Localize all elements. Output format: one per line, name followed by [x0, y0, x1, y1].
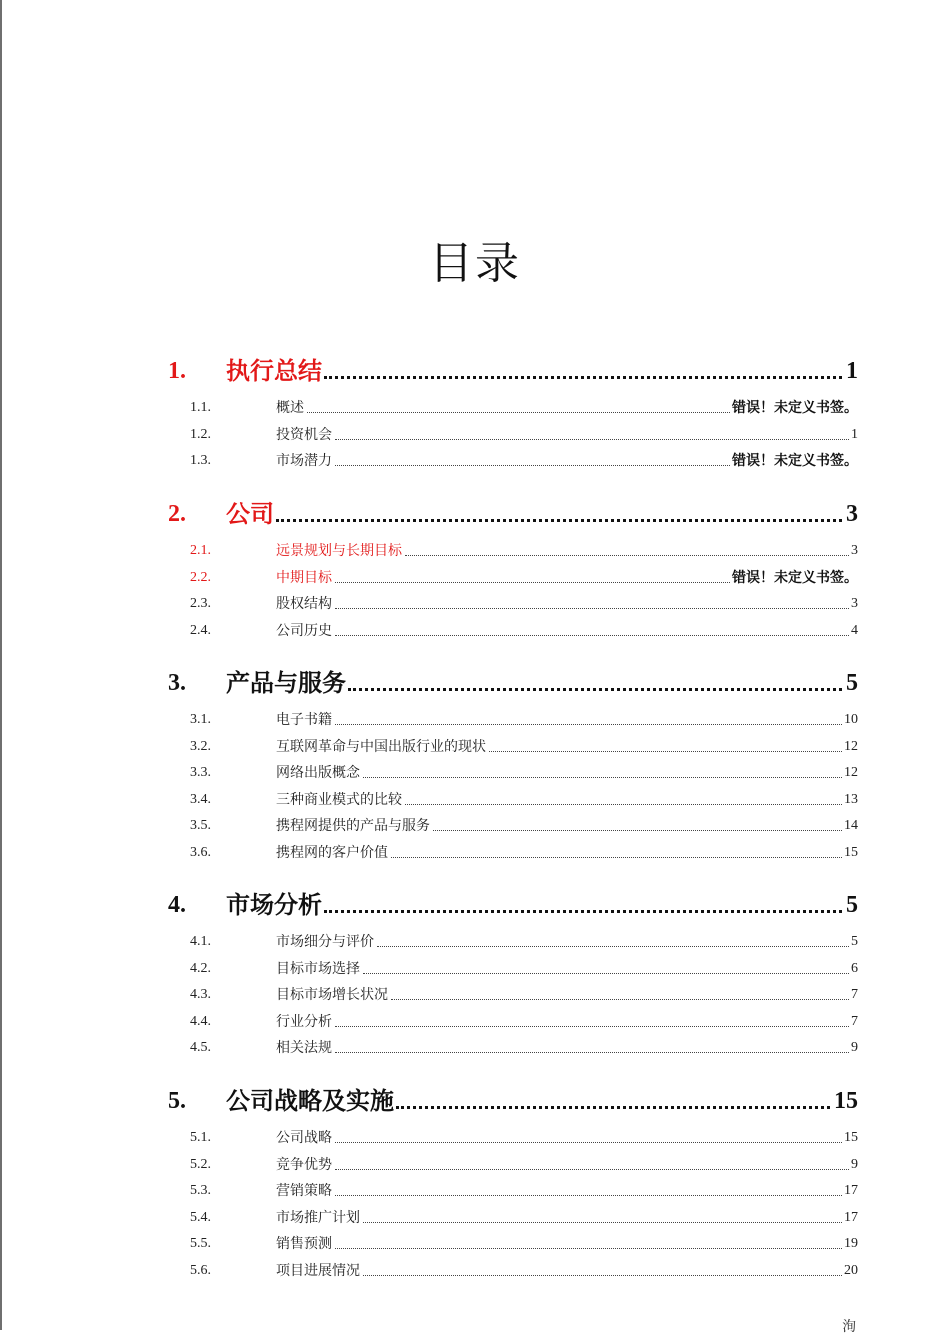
section-number: 2.	[168, 501, 186, 527]
toc-subsection-entry[interactable]	[190, 1010, 858, 1032]
dot-leader	[335, 1142, 842, 1143]
subsection-title: 股权结构	[276, 596, 332, 612]
dot-leader	[335, 1026, 849, 1027]
subsection-title: 竞争优势	[276, 1157, 332, 1173]
toc-subsection-entry[interactable]	[190, 1232, 858, 1254]
toc-subsection-entry[interactable]	[190, 1259, 858, 1281]
section-page-number: 1	[846, 358, 858, 384]
dot-leader	[335, 582, 730, 583]
dot-leader	[276, 519, 842, 522]
dot-leader	[391, 999, 849, 1000]
toc-subsection-entry[interactable]	[190, 957, 858, 979]
dot-leader	[335, 1248, 842, 1249]
dot-leader	[433, 830, 842, 831]
toc-subsection-entry[interactable]	[190, 788, 858, 810]
subsection-title: 市场细分与评价	[276, 934, 374, 950]
subsection-page-number: 3	[851, 596, 858, 611]
subsection-number: 5.4.	[190, 1210, 211, 1225]
bookmark-error-text: 错误！未定义书签。	[732, 453, 858, 469]
subsection-number: 4.1.	[190, 934, 211, 949]
subsection-title: 概述	[276, 400, 304, 416]
section-number: 1.	[168, 358, 186, 384]
toc-section-entry[interactable]	[168, 884, 858, 922]
subsection-title: 营销策略	[276, 1183, 332, 1199]
subsection-title: 互联网革命与中国出版行业的现状	[276, 739, 486, 755]
toc-section-entry[interactable]	[168, 662, 858, 700]
dot-leader	[307, 412, 730, 413]
subsection-number: 5.1.	[190, 1130, 211, 1145]
subsection-page-number: 13	[844, 792, 858, 807]
subsection-page-number: 19	[844, 1236, 858, 1251]
subsection-title: 投资机会	[276, 427, 332, 443]
subsection-title: 携程网提供的产品与服务	[276, 818, 430, 834]
subsection-number: 3.5.	[190, 818, 211, 833]
toc-subsection-entry[interactable]	[190, 735, 858, 757]
toc-title: 目录	[429, 238, 521, 289]
toc-subsection-entry[interactable]	[190, 1206, 858, 1228]
dot-leader	[489, 751, 842, 752]
toc-subsection-entry[interactable]	[190, 983, 858, 1005]
subsection-number: 1.1.	[190, 400, 211, 415]
subsection-title: 远景规划与长期目标	[276, 543, 402, 559]
subsection-page-number: 17	[844, 1183, 858, 1198]
section-title: 公司	[226, 500, 274, 528]
section-number: 4.	[168, 892, 186, 918]
subsection-number: 5.2.	[190, 1157, 211, 1172]
subsection-number: 3.4.	[190, 792, 211, 807]
dot-leader	[377, 946, 849, 947]
subsection-title: 行业分析	[276, 1014, 332, 1030]
bookmark-error-text: 错误！未定义书签。	[732, 570, 858, 586]
subsection-number: 5.6.	[190, 1263, 211, 1278]
subsection-number: 1.2.	[190, 427, 211, 442]
dot-leader	[363, 1222, 842, 1223]
toc-subsection-entry[interactable]	[190, 566, 858, 588]
subsection-title: 销售预测	[276, 1236, 332, 1252]
subsection-number: 2.3.	[190, 596, 211, 611]
toc-section-entry[interactable]	[168, 1080, 858, 1118]
dot-leader	[405, 804, 842, 805]
subsection-title: 三种商业模式的比较	[276, 792, 402, 808]
toc-subsection-entry[interactable]	[190, 1126, 858, 1148]
subsection-number: 4.5.	[190, 1040, 211, 1055]
dot-leader	[335, 608, 849, 609]
toc-section-entry[interactable]	[168, 493, 858, 531]
subsection-title: 项目进展情况	[276, 1263, 360, 1279]
subsection-number: 1.3.	[190, 453, 211, 468]
subsection-page-number: 1	[851, 427, 858, 442]
dot-leader	[335, 1195, 842, 1196]
subsection-title: 网络出版概念	[276, 765, 360, 781]
subsection-number: 2.1.	[190, 543, 211, 558]
subsection-page-number: 12	[844, 739, 858, 754]
section-page-number: 15	[834, 1088, 858, 1114]
toc-subsection-entry[interactable]	[190, 1179, 858, 1201]
subsection-number: 4.2.	[190, 961, 211, 976]
section-title: 产品与服务	[226, 669, 346, 697]
dot-leader	[335, 465, 730, 466]
toc-subsection-entry[interactable]	[190, 396, 858, 418]
section-title: 公司战略及实施	[226, 1087, 394, 1115]
dot-leader	[324, 376, 842, 379]
subsection-number: 3.6.	[190, 845, 211, 860]
subsection-number: 4.4.	[190, 1014, 211, 1029]
subsection-page-number: 10	[844, 712, 858, 727]
toc-subsection-entry[interactable]	[190, 619, 858, 641]
subsection-page-number: 15	[844, 845, 858, 860]
subsection-title: 市场潜力	[276, 453, 332, 469]
subsection-page-number: 12	[844, 765, 858, 780]
subsection-page-number: 4	[851, 623, 858, 638]
section-page-number: 5	[846, 892, 858, 918]
subsection-page-number: 7	[851, 1014, 858, 1029]
toc-subsection-entry[interactable]	[190, 708, 858, 730]
dot-leader	[363, 973, 849, 974]
subsection-title: 电子书籍	[276, 712, 332, 728]
footer-text: 洵	[842, 1319, 856, 1335]
subsection-number: 4.3.	[190, 987, 211, 1002]
section-number: 3.	[168, 670, 186, 696]
dot-leader	[324, 910, 842, 913]
toc-section-entry[interactable]	[168, 350, 858, 388]
toc-subsection-entry[interactable]	[190, 423, 858, 445]
section-number: 5.	[168, 1088, 186, 1114]
dot-leader	[391, 857, 842, 858]
subsection-title: 目标市场增长状况	[276, 987, 388, 1003]
bookmark-error-text: 错误！未定义书签。	[732, 400, 858, 416]
dot-leader	[335, 1169, 849, 1170]
subsection-title: 携程网的客户价值	[276, 845, 388, 861]
section-title: 市场分析	[226, 891, 322, 919]
toc-subsection-entry[interactable]	[190, 930, 858, 952]
subsection-page-number: 17	[844, 1210, 858, 1225]
toc-subsection-entry[interactable]	[190, 814, 858, 836]
subsection-page-number: 9	[851, 1157, 858, 1172]
subsection-number: 2.2.	[190, 570, 211, 585]
dot-leader	[335, 635, 849, 636]
dot-leader	[363, 777, 842, 778]
dot-leader	[405, 555, 849, 556]
subsection-title: 市场推广计划	[276, 1210, 360, 1226]
subsection-title: 公司历史	[276, 623, 332, 639]
subsection-page-number: 3	[851, 543, 858, 558]
subsection-number: 2.4.	[190, 623, 211, 638]
subsection-page-number: 9	[851, 1040, 858, 1055]
section-page-number: 3	[846, 501, 858, 527]
subsection-page-number: 14	[844, 818, 858, 833]
subsection-page-number: 5	[851, 934, 858, 949]
toc-subsection-entry[interactable]	[190, 841, 858, 863]
dot-leader	[363, 1275, 842, 1276]
dot-leader	[335, 1052, 849, 1053]
subsection-page-number: 20	[844, 1263, 858, 1278]
toc-subsection-entry[interactable]	[190, 1153, 858, 1175]
section-title: 执行总结	[226, 357, 322, 385]
toc-subsection-entry[interactable]	[190, 1036, 858, 1058]
toc-subsection-entry[interactable]	[190, 539, 858, 561]
section-page-number: 5	[846, 670, 858, 696]
dot-leader	[396, 1106, 830, 1109]
subsection-title: 相关法规	[276, 1040, 332, 1056]
toc-subsection-entry[interactable]	[190, 761, 858, 783]
subsection-number: 3.3.	[190, 765, 211, 780]
subsection-title: 目标市场选择	[276, 961, 360, 977]
subsection-number: 3.1.	[190, 712, 211, 727]
toc-subsection-entry[interactable]	[190, 449, 858, 471]
toc-subsection-entry[interactable]	[190, 592, 858, 614]
dot-leader	[348, 688, 842, 691]
subsection-number: 3.2.	[190, 739, 211, 754]
dot-leader	[335, 439, 849, 440]
subsection-page-number: 15	[844, 1130, 858, 1145]
subsection-page-number: 7	[851, 987, 858, 1002]
subsection-title: 公司战略	[276, 1130, 332, 1146]
subsection-page-number: 6	[851, 961, 858, 976]
subsection-number: 5.5.	[190, 1236, 211, 1251]
subsection-title: 中期目标	[276, 570, 332, 586]
dot-leader	[335, 724, 842, 725]
subsection-number: 5.3.	[190, 1183, 211, 1198]
